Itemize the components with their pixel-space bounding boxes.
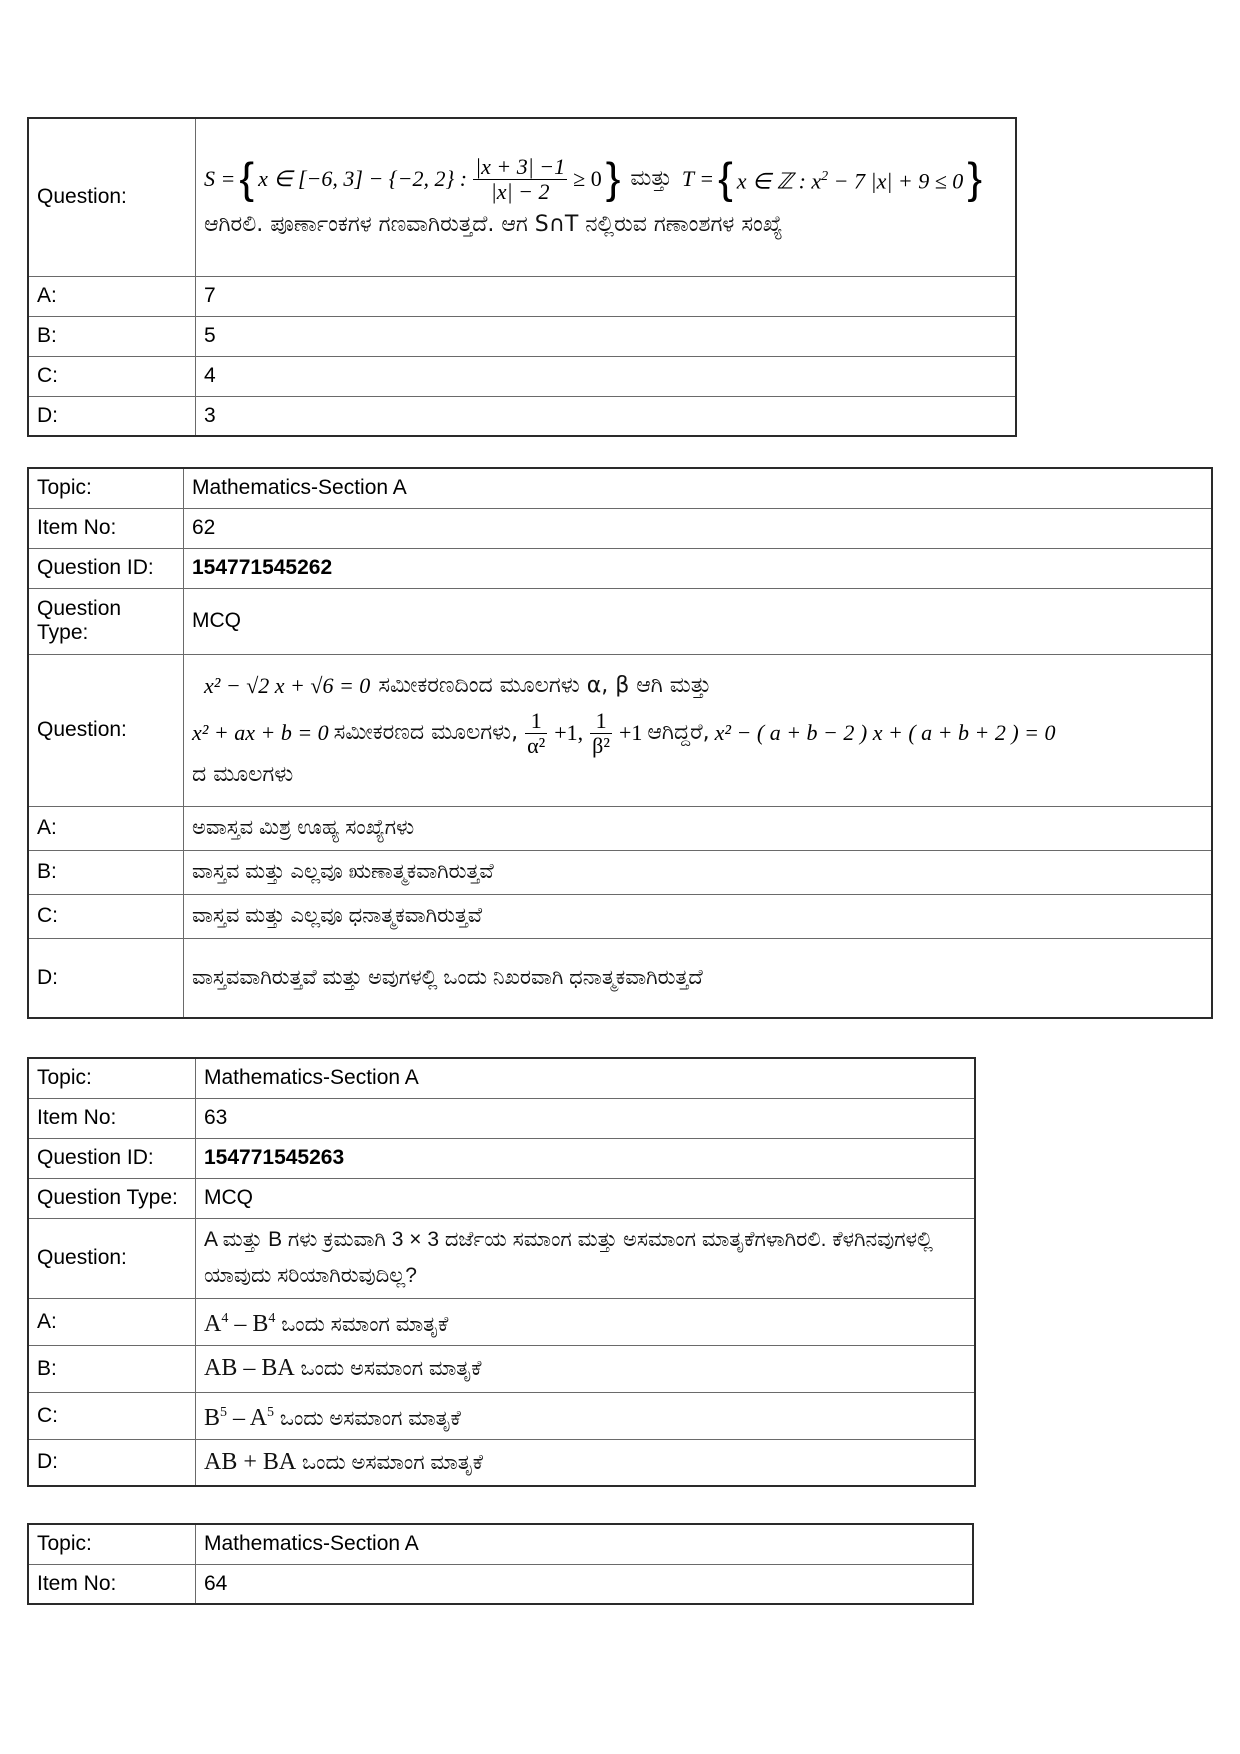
fraction-1-denominator: α² <box>527 732 546 758</box>
option-c-base2: – A <box>227 1404 268 1431</box>
option-d-label: D: <box>28 1439 196 1486</box>
option-b-label: B: <box>28 1345 196 1392</box>
equation-2: x² + ax + b = 0 <box>192 720 329 745</box>
ge-zero: ≥ 0 <box>573 166 602 192</box>
equation-3: x² − ( a + b − 2 ) x + ( a + b + 2 ) = 0 <box>714 720 1056 745</box>
option-a-value: 7 <box>196 276 1017 316</box>
plus-one-a: +1, <box>554 720 584 745</box>
topic-value: Mathematics-Section A <box>196 1058 976 1098</box>
question-table-63 <box>27 1057 976 1487</box>
question-id-value: 154771545262 <box>184 548 1213 588</box>
question-table-62 <box>27 467 1213 1019</box>
set-fraction <box>473 155 567 204</box>
option-d-label: D: <box>28 938 184 1018</box>
fraction-numerator: |x + 3| −1 <box>475 153 566 179</box>
question-line2-text2: ಆಗಿದ್ದರೆ, <box>647 720 710 745</box>
question-content <box>196 118 1017 276</box>
question-table-61 <box>27 117 1017 437</box>
math-T: T = <box>681 166 715 192</box>
option-c-value: ವಾಸ್ತವ ಮತ್ತು ಎಲ್ಲವೂ ಧನಾತ್ಮಕವಾಗಿರುತ್ತವೆ <box>184 894 1213 938</box>
option-c-value <box>196 1392 976 1439</box>
math-S: S = <box>204 166 236 192</box>
fraction-1 <box>525 709 547 758</box>
fraction-1-numerator: 1 <box>525 709 547 734</box>
option-c-exp1: 5 <box>220 1404 228 1420</box>
topic-value: Mathematics-Section A <box>196 1524 974 1564</box>
brace-close: } <box>605 154 621 204</box>
item-no-label: Item No: <box>28 1098 196 1138</box>
brace-open-2: { <box>718 154 733 204</box>
question-type-label: Question Type: <box>28 1178 196 1218</box>
option-b-value <box>196 1345 976 1392</box>
option-a-label: A: <box>28 806 184 850</box>
option-a-value: ಅವಾಸ್ತವ ಮಿಶ್ರ ಊಹ್ಯ ಸಂಖ್ಯೆಗಳು <box>184 806 1213 850</box>
fraction-denominator: |x| − 2 <box>490 178 550 204</box>
option-a-text: ಒಂದು ಸಮಾಂಗ ಮಾತೃಕೆ <box>275 1312 449 1336</box>
option-d-text: ಒಂದು ಅಸಮಾಂಗ ಮಾತೃಕೆ <box>296 1450 484 1474</box>
option-c-value: 4 <box>196 356 1017 396</box>
option-a-base2: – B <box>228 1310 269 1337</box>
option-a-exp1: 4 <box>221 1310 229 1326</box>
option-d-math: AB + BA <box>204 1448 297 1475</box>
question-text: A ಮತ್ತು B ಗಳು ಕ್ರಮವಾಗಿ 3 × 3 ದರ್ಜೆಯ ಸಮಾಂಗ ಮತ್ತು ಅಸಮಾಂಗ ಮಾತೃಕೆಗಳಾಗಿರಲಿ. ಕೆಳಗಿನವುಗಳಲ್ಲಿ ಯಾವುದು ಸರಿಯಾಗಿರುವುದಿಲ್ಲ? <box>196 1218 976 1298</box>
option-c-label: C: <box>28 894 184 938</box>
question-type-value: MCQ <box>196 1178 976 1218</box>
option-c-base1: B <box>204 1404 221 1431</box>
option-d-value: 3 <box>196 396 1017 436</box>
question-id-value: 154771545263 <box>196 1138 976 1178</box>
topic-label: Topic: <box>28 1058 196 1098</box>
option-b-value: 5 <box>196 316 1017 356</box>
fraction-2-denominator: β² <box>592 732 610 758</box>
equation-1: x² − √2 x + √6 = 0 <box>204 672 371 698</box>
question-id-label: Question ID: <box>28 1138 196 1178</box>
item-no-label: Item No: <box>28 508 184 548</box>
option-a-base1: A <box>204 1310 222 1337</box>
question-content <box>184 654 1213 806</box>
set-lhs: x ∈ [−6, 3] − {−2, 2} : <box>258 166 468 192</box>
option-c-text: ಒಂದು ಅಸಮಾಂಗ ಮಾತೃಕೆ <box>274 1406 461 1430</box>
fraction-2 <box>590 709 612 758</box>
question-line2-text: ಸಮೀಕರಣದ ಮೂಲಗಳು, <box>333 720 519 745</box>
question-kannada-text: ಆಗಿರಲಿ. ಪೂರ್ಣಾಂಕಗಳ ಗಣವಾಗಿರುತ್ತದೆ. ಆಗ S∩T ನಲ್ಲಿರುವ ಗಣಾಂಶಗಳ ಸಂಖ್ಯೆ <box>204 211 783 237</box>
option-a-label: A: <box>28 276 196 316</box>
set-T-exponent: 2 <box>821 169 829 185</box>
option-a-exp2: 4 <box>268 1310 276 1326</box>
topic-label: Topic: <box>28 1524 196 1564</box>
set-T <box>737 164 964 194</box>
option-b-label: B: <box>28 316 196 356</box>
set-T-base: x ∈ ℤ : x <box>736 168 822 194</box>
set-T-rest: − 7 |x| + 9 ≤ 0 <box>828 168 964 194</box>
question-type-value: MCQ <box>184 588 1213 654</box>
option-b-label: B: <box>28 850 184 894</box>
option-c-label: C: <box>28 356 196 396</box>
option-a-math <box>204 1311 275 1337</box>
topic-value: Mathematics-Section A <box>184 468 1213 508</box>
question-label: Question: <box>28 118 196 276</box>
option-d-label: D: <box>28 396 196 436</box>
and-word: ಮತ್ತು <box>630 166 672 192</box>
question-type-label: Question Type: <box>28 588 184 654</box>
fraction-2-numerator: 1 <box>590 709 612 734</box>
plus-one-b: +1 <box>618 720 643 745</box>
option-b-math: AB – BA <box>204 1355 295 1381</box>
option-c-label: C: <box>28 1392 196 1439</box>
question-line1-text: ಸಮೀಕರಣದಿಂದ ಮೂಲಗಳು α, β ಆಗಿ ಮತ್ತು <box>378 672 712 698</box>
option-a-value <box>196 1298 976 1345</box>
option-d-value <box>196 1439 976 1486</box>
brace-close-2: } <box>967 154 983 204</box>
question-label: Question: <box>28 1218 196 1298</box>
topic-label: Topic: <box>28 468 184 508</box>
item-no-value: 63 <box>196 1098 976 1138</box>
item-no-value: 62 <box>184 508 1213 548</box>
brace-open: { <box>239 154 255 204</box>
question-id-label: Question ID: <box>28 548 184 588</box>
option-b-value: ವಾಸ್ತವ ಮತ್ತು ಎಲ್ಲವೂ ಋಣಾತ್ಮಕವಾಗಿರುತ್ತವೆ <box>184 850 1213 894</box>
option-b-text: ಒಂದು ಅಸಮಾಂಗ ಮಾತೃಕೆ <box>294 1357 482 1380</box>
option-c-exp2: 5 <box>267 1404 275 1420</box>
question-line3-text: ದ ಮೂಲಗಳು <box>192 761 294 787</box>
option-d-value: ವಾಸ್ತವವಾಗಿರುತ್ತವೆ ಮತ್ತು ಅವುಗಳಲ್ಲಿ ಒಂದು ನಿಖರವಾಗಿ ಧನಾತ್ಮಕವಾಗಿರುತ್ತದೆ <box>184 938 1213 1018</box>
option-c-math <box>204 1405 274 1431</box>
question-label: Question: <box>28 654 184 806</box>
item-no-value: 64 <box>196 1564 974 1604</box>
question-table-64 <box>27 1523 974 1605</box>
option-a-label: A: <box>28 1298 196 1345</box>
item-no-label: Item No: <box>28 1564 196 1604</box>
